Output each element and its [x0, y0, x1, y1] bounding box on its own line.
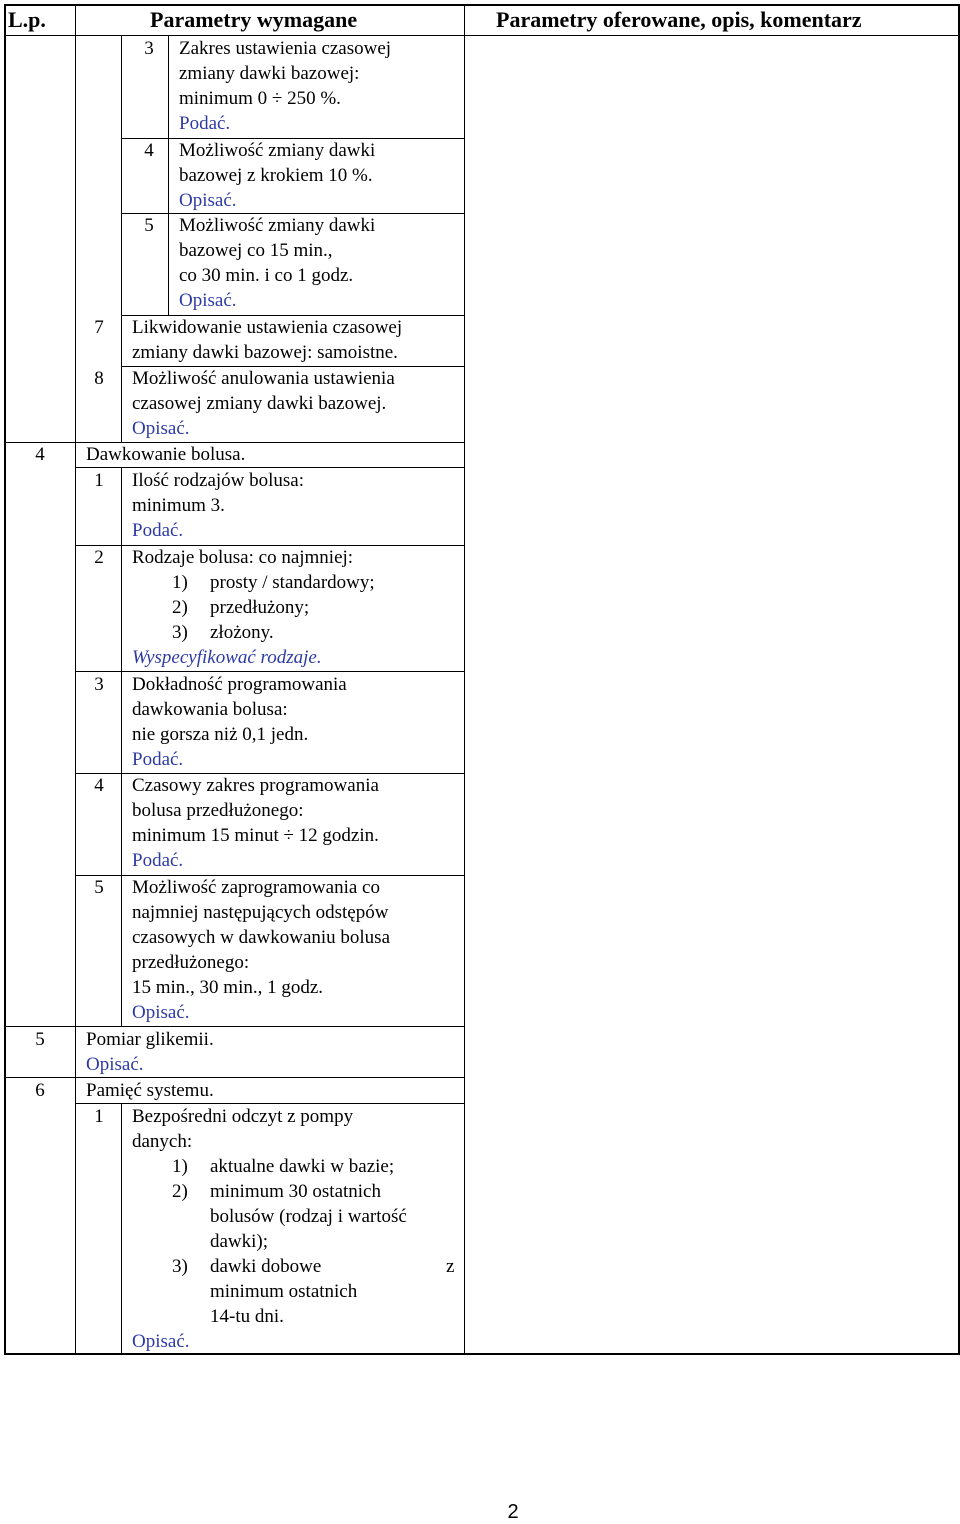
column-divider-lp — [75, 4, 76, 1355]
item-text: minimum 15 minut ÷ 12 godzin. — [132, 825, 379, 846]
item-text: czasowej zmiany dawki bazowej. — [132, 393, 387, 414]
table-border-top — [4, 4, 960, 6]
item-text: minimum 3. — [132, 495, 225, 516]
item-number: 1 — [94, 1106, 104, 1127]
item-number: 8 — [94, 368, 104, 389]
list-item: aktualne dawki w bazie; — [210, 1156, 395, 1177]
item-text: czasowych w dawkowaniu bolusa — [132, 927, 391, 948]
list-marker: 3) — [172, 622, 188, 643]
list-marker: 1) — [172, 572, 188, 593]
item-text: danych: — [132, 1131, 193, 1152]
item-text: Możliwość zmiany dawki — [179, 140, 376, 161]
item-text: bazowej co 15 min., — [179, 240, 333, 261]
item-number: 3 — [144, 38, 154, 59]
item-text: bazowej z krokiem 10 %. — [179, 165, 373, 186]
row-separator — [4, 1026, 464, 1027]
item-text: zmiany dawki bazowej: samoistne. — [132, 342, 398, 363]
list-item: dawki); — [210, 1231, 269, 1252]
item-number: 4 — [94, 775, 104, 796]
list-item: bolusów (rodzaj i wartość — [210, 1206, 407, 1227]
item-number: 4 — [144, 140, 154, 161]
subsubcolumn-divider — [168, 35, 169, 315]
item-text: Zakres ustawienia czasowej — [179, 38, 392, 59]
item-text: przedłużonego: — [132, 952, 250, 973]
list-item: przedłużony; — [210, 597, 310, 618]
item-number: 1 — [94, 470, 104, 491]
table-border-left — [4, 4, 6, 1355]
item-text: Likwidowanie ustawienia czasowej — [132, 317, 403, 338]
item-action: Wyspecyfikować rodzaje. — [132, 647, 322, 668]
item-number: 5 — [94, 877, 104, 898]
item-number: 5 — [144, 215, 154, 236]
list-item: prosty / standardowy; — [210, 572, 375, 593]
section-title: Pomiar glikemii. — [86, 1029, 214, 1050]
item-number: 7 — [94, 317, 104, 338]
item-text: Dokładność programowania — [132, 674, 347, 695]
list-item: minimum ostatnich — [210, 1281, 358, 1302]
list-item: dawki dobowe — [210, 1256, 322, 1277]
item-text: najmniej następujących odstępów — [132, 902, 389, 923]
item-text: co 30 min. i co 1 godz. — [179, 265, 354, 286]
item-text: zmiany dawki bazowej: — [179, 63, 360, 84]
header-lp: L.p. — [8, 7, 46, 32]
section-title: Pamięć systemu. — [86, 1080, 214, 1101]
item-text: minimum 0 ÷ 250 %. — [179, 88, 341, 109]
section-title: Dawkowanie bolusa. — [86, 444, 246, 465]
list-item: minimum 30 ostatnich — [210, 1181, 381, 1202]
list-marker: 1) — [172, 1156, 188, 1177]
list-item: złożony. — [210, 622, 274, 643]
page-number: 2 — [507, 1501, 519, 1523]
item-text: Bezpośredni odczyt z pompy — [132, 1106, 354, 1127]
item-text: 15 min., 30 min., 1 godz. — [132, 977, 324, 998]
item-text: Możliwość anulowania ustawienia — [132, 368, 395, 389]
item-text: Możliwość zaprogramowania co — [132, 877, 380, 898]
header-required: Parametry wymagane — [150, 7, 358, 32]
row-separator — [4, 1077, 464, 1078]
item-action: Opisać. — [132, 1331, 190, 1352]
list-marker: 2) — [172, 1181, 188, 1202]
item-action: Podać. — [132, 850, 184, 871]
section-action: Opisać. — [86, 1054, 144, 1075]
item-text: Możliwość zmiany dawki — [179, 215, 376, 236]
subcolumn-divider — [121, 467, 122, 1026]
item-action: Opisać. — [132, 1002, 190, 1023]
item-text: dawkowania bolusa: — [132, 699, 288, 720]
item-text: Rodzaje bolusa: co najmniej: — [132, 547, 354, 568]
item-action: Opisać. — [179, 190, 237, 211]
item-action: Opisać. — [132, 418, 190, 439]
stray-text: z — [446, 1256, 455, 1277]
item-action: Opisać. — [179, 290, 237, 311]
list-marker: 2) — [172, 597, 188, 618]
subcolumn-divider — [121, 1103, 122, 1354]
column-divider-offered — [464, 4, 465, 1355]
section-number: 6 — [35, 1080, 45, 1101]
item-text: Ilość rodzajów bolusa: — [132, 470, 305, 491]
subcolumn-divider — [121, 35, 122, 442]
item-text: bolusa przedłużonego: — [132, 800, 304, 821]
item-number: 3 — [94, 674, 104, 695]
item-text: nie gorsza niż 0,1 jedn. — [132, 724, 309, 745]
item-action: Podać. — [179, 113, 231, 134]
header-offered: Parametry oferowane, opis, komentarz — [496, 7, 862, 32]
list-item: 14-tu dni. — [210, 1306, 284, 1327]
item-action: Podać. — [132, 749, 184, 770]
section-number: 4 — [35, 444, 45, 465]
item-text: Czasowy zakres programowania — [132, 775, 379, 796]
item-number: 2 — [94, 547, 104, 568]
list-marker: 3) — [172, 1256, 188, 1277]
section-number: 5 — [35, 1029, 45, 1050]
item-action: Podać. — [132, 520, 184, 541]
